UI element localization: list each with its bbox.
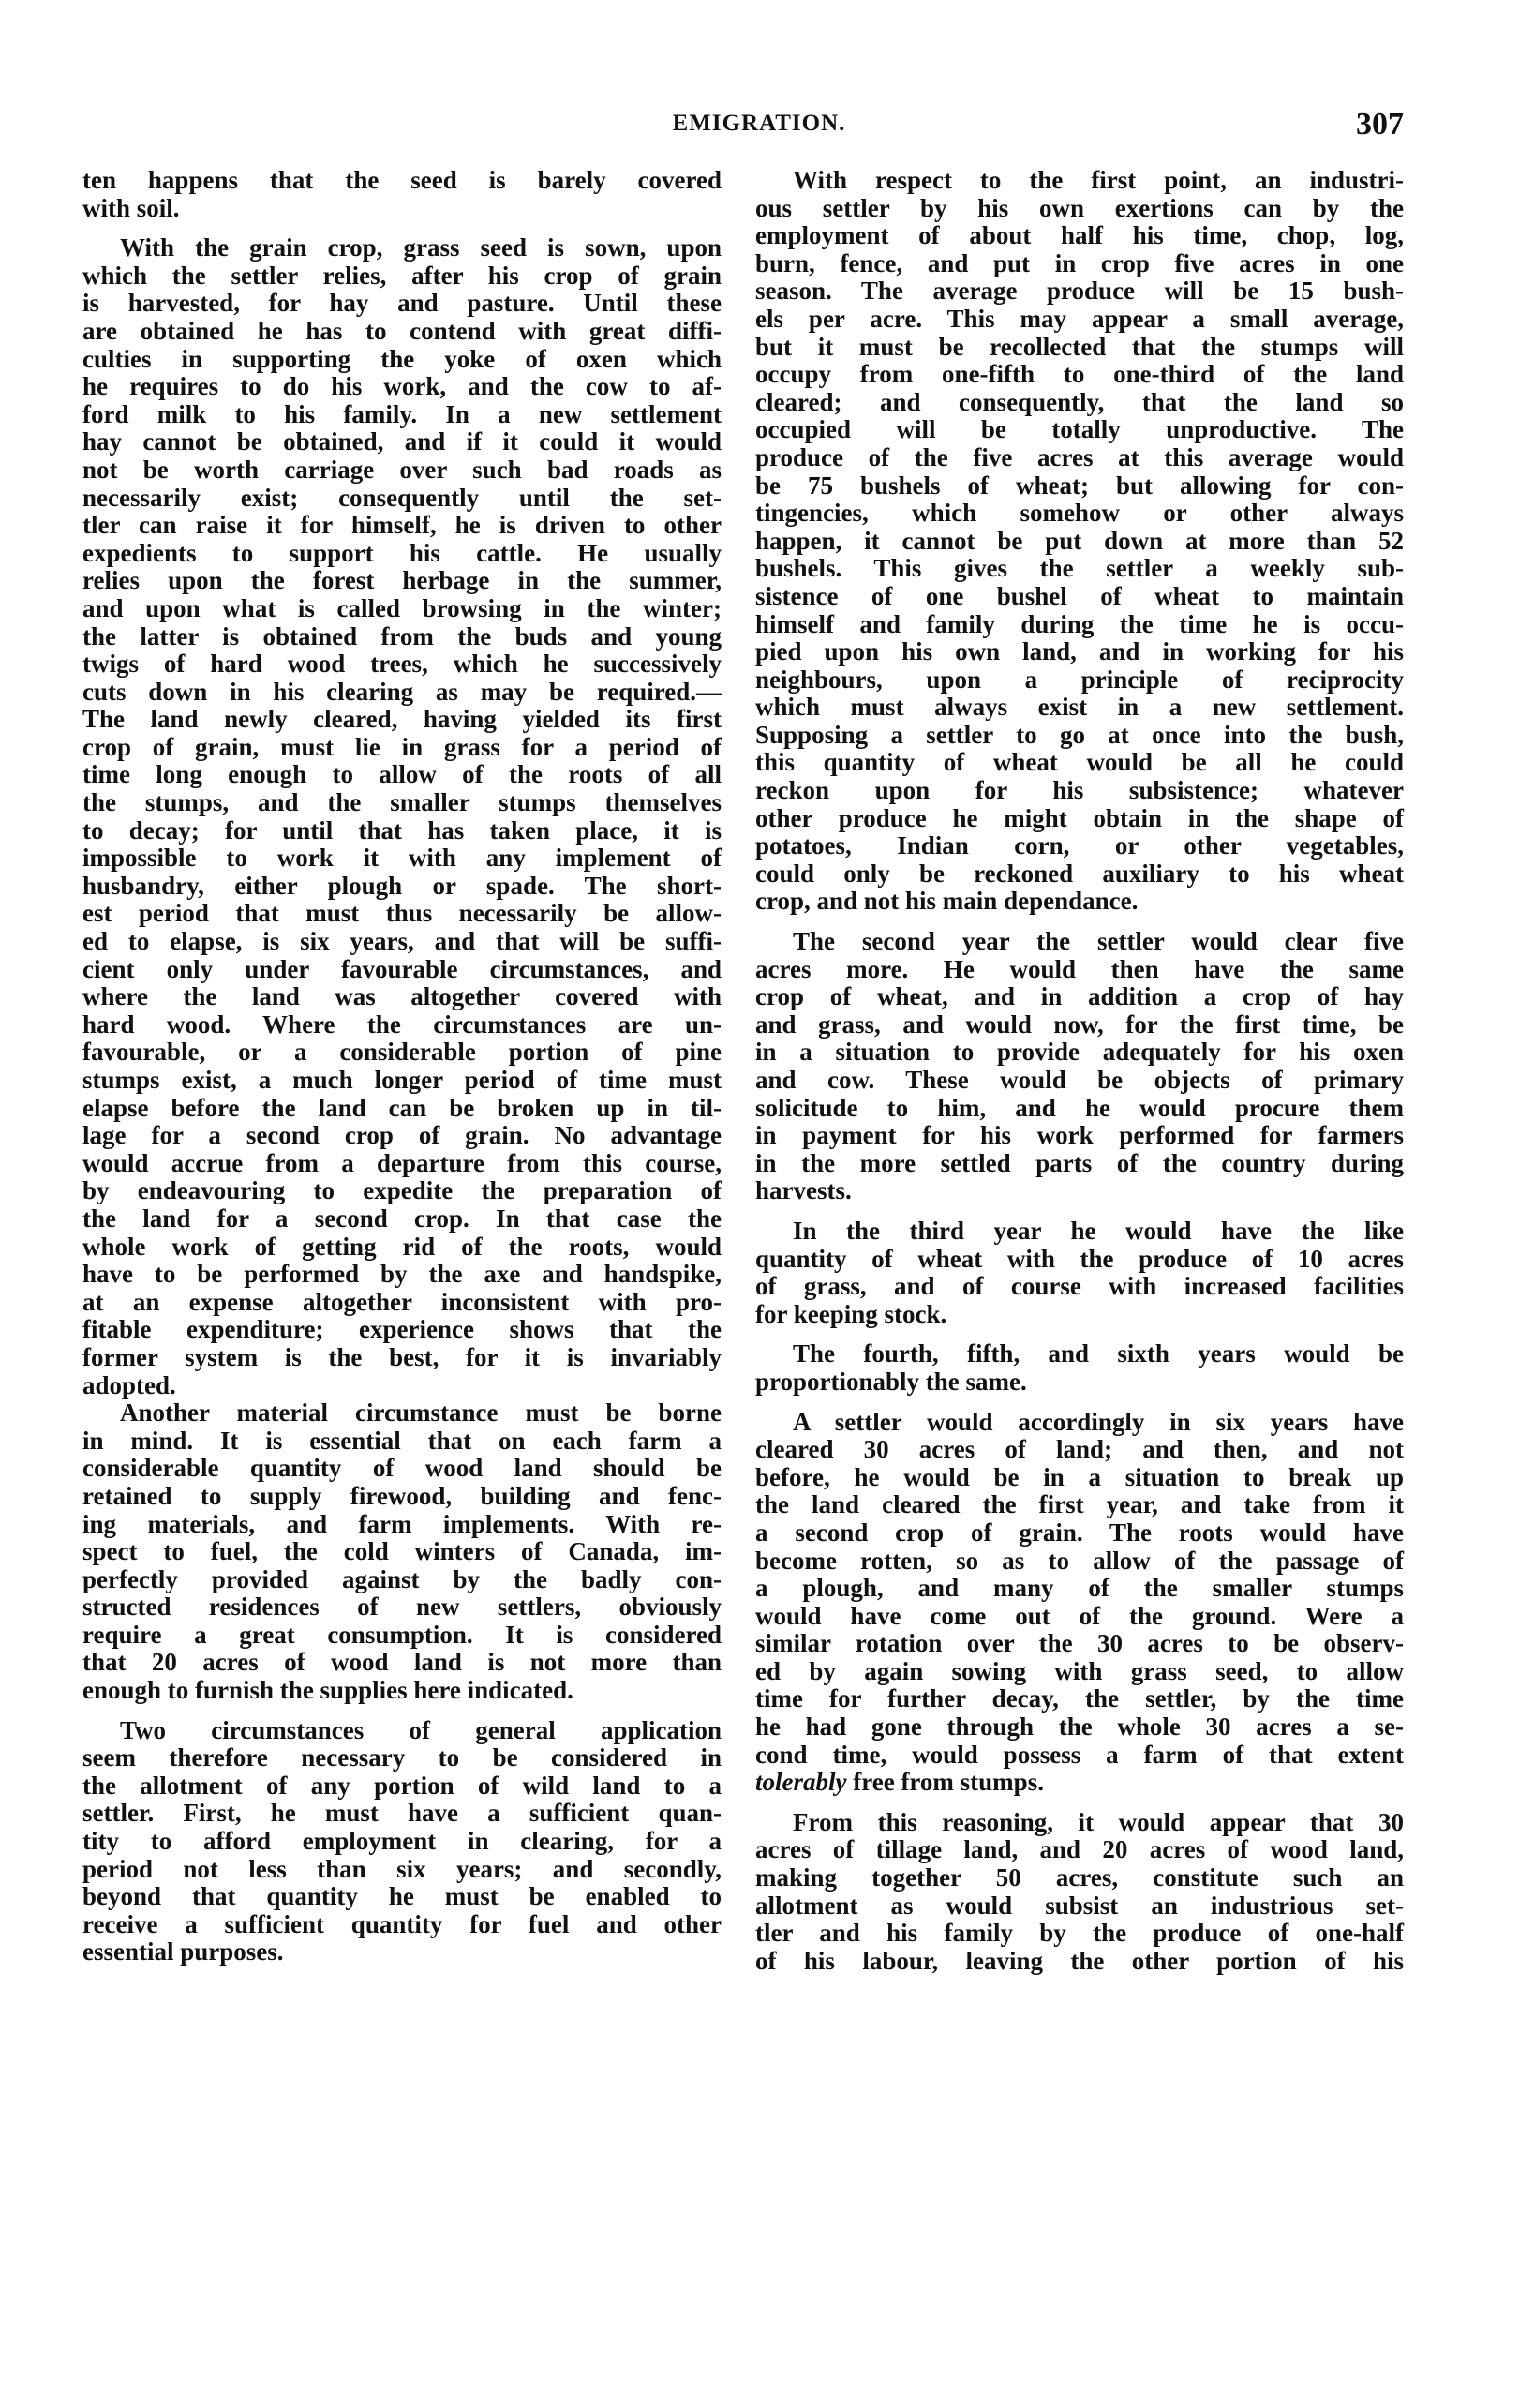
text-line: in the more settled parts of the country during xyxy=(755,1148,1404,1177)
text-line: occupied will be totally unproductive. The xyxy=(755,415,1404,444)
paragraph xyxy=(755,928,1404,1205)
text-line: sistence of one bushel of wheat to maintain xyxy=(755,581,1404,610)
text-line: a plough, and many of the smaller stumps xyxy=(755,1574,1404,1603)
page-number: 307 xyxy=(1356,107,1404,142)
text-line: From this reasoning, it would appear that 30 xyxy=(793,1807,1404,1836)
text-line: ing materials, and farm implements. With re- xyxy=(82,1509,722,1538)
text-line: making together 50 acres, constitute such an xyxy=(755,1863,1404,1892)
text-line: could only be reckoned auxiliary to his wheat xyxy=(755,859,1404,888)
text-line: with soil. xyxy=(82,193,180,222)
text-line: he requires to do his work, and the cow to af- xyxy=(82,372,722,401)
emphasis-text: tolerably xyxy=(755,1768,847,1797)
text-line: quantity of wheat with the produce of 10 acres xyxy=(755,1244,1404,1273)
text-line: the land for a second crop. In that case the xyxy=(82,1204,722,1233)
text-line: fitable expenditure; experience shows that the xyxy=(82,1315,722,1344)
paragraph xyxy=(755,1809,1404,1976)
text-line: seem therefore necessary to be considered in xyxy=(82,1743,722,1772)
paragraph xyxy=(755,1340,1404,1396)
paragraph xyxy=(82,234,722,1399)
text-line: cient only under favourable circumstances, and xyxy=(82,954,722,983)
text-line: hard wood. Where the circumstances are un- xyxy=(82,1010,722,1039)
text-line: tler and his family by the produce of one-half xyxy=(755,1919,1404,1948)
text-line: lage for a second crop of grain. No advantage xyxy=(82,1121,722,1150)
text-line: cuts down in his clearing as may be required.— xyxy=(82,677,722,706)
text-line: settler. First, he must have a sufficient quan- xyxy=(82,1799,722,1828)
text-line: potatoes, Indian corn, or other vegetables, xyxy=(755,831,1404,860)
paragraph xyxy=(755,1409,1404,1797)
running-head xyxy=(0,107,1519,148)
text-line: necessarily exist; consequently until the set- xyxy=(82,483,722,512)
text-line: other produce he might obtain in the shape of xyxy=(755,803,1404,832)
text-line: cond time, would possess a farm of that extent xyxy=(755,1740,1404,1769)
text-line: in payment for his work performed for farmers xyxy=(755,1121,1404,1150)
text-line: not be worth carriage over such bad roads as xyxy=(82,455,722,484)
text-line: the allotment of any portion of wild land to a xyxy=(82,1771,722,1800)
text-line: crop, and not his main dependance. xyxy=(755,887,1139,916)
text-line xyxy=(755,1769,1404,1797)
text-line: hay cannot be obtained, and if it could it would xyxy=(82,427,722,456)
text-line: harvests. xyxy=(755,1176,852,1205)
paragraph xyxy=(755,1218,1404,1328)
text-line: The second year the settler would clear five xyxy=(793,927,1404,956)
text-line: allotment as would subsist an industrious set- xyxy=(755,1891,1404,1920)
text-line: are obtained he has to contend with great diffi- xyxy=(82,316,722,345)
text-line: of his labour, leaving the other portion of his xyxy=(755,1946,1404,1975)
text-line: structed residences of new settlers, obviously xyxy=(82,1593,722,1622)
text-line: himself and family during the time he is occu- xyxy=(755,609,1404,638)
text-line: beyond that quantity he must be enabled to xyxy=(82,1882,722,1911)
text-line: adopted. xyxy=(82,1370,176,1399)
text-line: relies upon the forest herbage in the summer, xyxy=(82,566,722,595)
text-line: the stumps, and the smaller stumps themselves xyxy=(82,788,722,817)
text-line: that 20 acres of wood land is not more than xyxy=(82,1648,722,1677)
text-line: ed by again sowing with grass seed, to allow xyxy=(755,1656,1404,1685)
text-line: the latter is obtained from the buds and young xyxy=(82,621,722,651)
text-line: have to be performed by the axe and handspike, xyxy=(82,1260,722,1289)
text-line: perfectly provided against by the badly con- xyxy=(82,1564,722,1593)
text-line: twigs of hard wood trees, which he successively xyxy=(82,650,722,679)
text-line: crop of wheat, and in addition a crop of hay xyxy=(755,982,1404,1011)
text-line: est period that must thus necessarily be allow- xyxy=(82,899,722,928)
text-line: this quantity of wheat would be all he could xyxy=(755,748,1404,777)
text-line: of grass, and of course with increased facilities xyxy=(755,1272,1404,1301)
paragraph xyxy=(82,1399,722,1705)
text-fragment: free from stumps. xyxy=(846,1768,1044,1797)
text-line: ed to elapse, is six years, and that will be suffi- xyxy=(82,927,722,956)
text-line: reckon upon for his subsistence; whatever xyxy=(755,776,1404,805)
text-line: for keeping stock. xyxy=(755,1299,947,1328)
text-line: In the third year he would have the like xyxy=(793,1216,1404,1245)
text-line: retained to supply firewood, building and fenc- xyxy=(82,1481,722,1510)
text-line: would have come out of the ground. Were a xyxy=(755,1601,1404,1630)
text-line: by endeavouring to expedite the preparation of xyxy=(82,1176,722,1205)
text-line: but it must be recollected that the stumps will xyxy=(755,332,1404,361)
text-line: in a situation to provide adequately for his oxen xyxy=(755,1038,1404,1067)
text-line: to decay; for until that has taken place, it is xyxy=(82,815,722,845)
text-line: proportionably the same. xyxy=(755,1367,1027,1396)
text-line: in mind. It is essential that on each farm a xyxy=(82,1426,722,1455)
text-line: time for further decay, the settler, by the time xyxy=(755,1684,1404,1713)
text-line: occupy from one-fifth to one-third of the land xyxy=(755,360,1404,389)
text-line: require a great consumption. It is considered xyxy=(82,1620,722,1649)
text-line: The fourth, fifth, and sixth years would be xyxy=(793,1339,1404,1369)
text-line: burn, fence, and put in crop five acres in one xyxy=(755,248,1404,277)
running-title: EMIGRATION. xyxy=(672,111,846,136)
text-line: elapse before the land can be broken up in til- xyxy=(82,1093,722,1122)
text-line: be 75 bushels of wheat; but allowing for con- xyxy=(755,471,1404,500)
text-line: culties in supporting the yoke of oxen which xyxy=(82,344,722,373)
paragraph xyxy=(82,1717,722,1967)
text-line: become rotten, so as to allow of the passage of xyxy=(755,1546,1404,1575)
text-line: spect to fuel, the cold winters of Canada, im- xyxy=(82,1537,722,1566)
text-line: he had gone through the whole 30 acres a se- xyxy=(755,1713,1404,1742)
text-line: husbandry, either plough or spade. The short- xyxy=(82,871,722,900)
text-line: considerable quantity of wood land should be xyxy=(82,1454,722,1483)
text-line: ten happens that the seed is barely covered xyxy=(82,166,722,194)
text-line: produce of the five acres at this average would xyxy=(755,442,1404,471)
text-line: solicitude to him, and he would procure them xyxy=(755,1093,1404,1122)
text-line: happen, it cannot be put down at more than 52 xyxy=(755,526,1404,555)
text-line: where the land was altogether covered with xyxy=(82,982,722,1011)
text-line: With the grain crop, grass seed is sown, upon xyxy=(120,233,722,262)
right-column xyxy=(755,167,1404,1975)
text-line: stumps exist, a much longer period of time must xyxy=(82,1066,722,1094)
text-line: cleared; and consequently, that the land so xyxy=(755,387,1404,416)
text-line: former system is the best, for it is invariably xyxy=(82,1342,722,1371)
text-line: employment of about half his time, chop, log, xyxy=(755,221,1404,250)
text-line: essential purposes. xyxy=(82,1937,284,1967)
text-line: the land cleared the first year, and take from it xyxy=(755,1490,1404,1519)
text-line: which must always exist in a new settlement. xyxy=(755,693,1404,722)
text-line: tingencies, which somehow or other always xyxy=(755,499,1404,528)
text-line: period not less than six years; and secondly, xyxy=(82,1854,722,1883)
paragraph xyxy=(82,167,722,222)
text-line: is harvested, for hay and pasture. Until these xyxy=(82,289,722,318)
text-line: The land newly cleared, having yielded its first xyxy=(82,705,722,734)
text-line: bushels. This gives the settler a weekly sub- xyxy=(755,554,1404,583)
text-line: enough to furnish the supplies here indicated. xyxy=(82,1676,573,1705)
paragraph xyxy=(755,167,1404,916)
text-line: acres of tillage land, and 20 acres of wood land, xyxy=(755,1835,1404,1864)
text-line: With respect to the first point, an industri- xyxy=(793,166,1404,194)
text-line: expedients to support his cattle. He usually xyxy=(82,538,722,567)
text-line: at an expense altogether inconsistent with pro- xyxy=(82,1287,722,1316)
text-line: Two circumstances of general application xyxy=(120,1715,722,1744)
text-line: impossible to work it with any implement of xyxy=(82,844,722,873)
text-line: cleared 30 acres of land; and then, and not xyxy=(755,1435,1404,1464)
text-line: before, he would be in a situation to break up xyxy=(755,1462,1404,1491)
text-line: whole work of getting rid of the roots, would xyxy=(82,1232,722,1261)
text-line: A settler would accordingly in six years have xyxy=(793,1407,1404,1436)
text-line: pied upon his own land, and in working for his xyxy=(755,637,1404,666)
text-line: time long enough to allow of the roots of all xyxy=(82,760,722,789)
text-line: crop of grain, must lie in grass for a period of xyxy=(82,732,722,761)
text-line: which the settler relies, after his crop of grain xyxy=(82,261,722,290)
text-line: ous settler by his own exertions can by the xyxy=(755,193,1404,222)
text-line: neighbours, upon a principle of reciprocity xyxy=(755,665,1404,694)
text-line: favourable, or a considerable portion of pine xyxy=(82,1038,722,1067)
text-line: tler can raise it for himself, he is driven to other xyxy=(82,511,722,540)
text-line: similar rotation over the 30 acres to be observ- xyxy=(755,1629,1404,1658)
text-line: receive a sufficient quantity for fuel and other xyxy=(82,1909,722,1938)
left-column xyxy=(82,167,722,1967)
text-line: and upon what is called browsing in the winter; xyxy=(82,593,722,622)
text-line: tity to afford employment in clearing, for a xyxy=(82,1827,722,1856)
text-line: Supposing a settler to go at once into the bush, xyxy=(755,720,1404,749)
text-line: a second crop of grain. The roots would have xyxy=(755,1518,1404,1547)
text-line: season. The average produce will be 15 bush- xyxy=(755,277,1404,306)
text-line: els per acre. This may appear a small average, xyxy=(755,304,1404,333)
text-line: would accrue from a departure from this course, xyxy=(82,1148,722,1177)
text-line: ford milk to his family. In a new settlement xyxy=(82,399,722,428)
text-line: and grass, and would now, for the first time, be xyxy=(755,1010,1404,1039)
text-line: acres more. He would then have the same xyxy=(755,954,1404,983)
text-line: Another material circumstance must be borne xyxy=(120,1398,722,1428)
text-line: and cow. These would be objects of primary xyxy=(755,1066,1404,1094)
